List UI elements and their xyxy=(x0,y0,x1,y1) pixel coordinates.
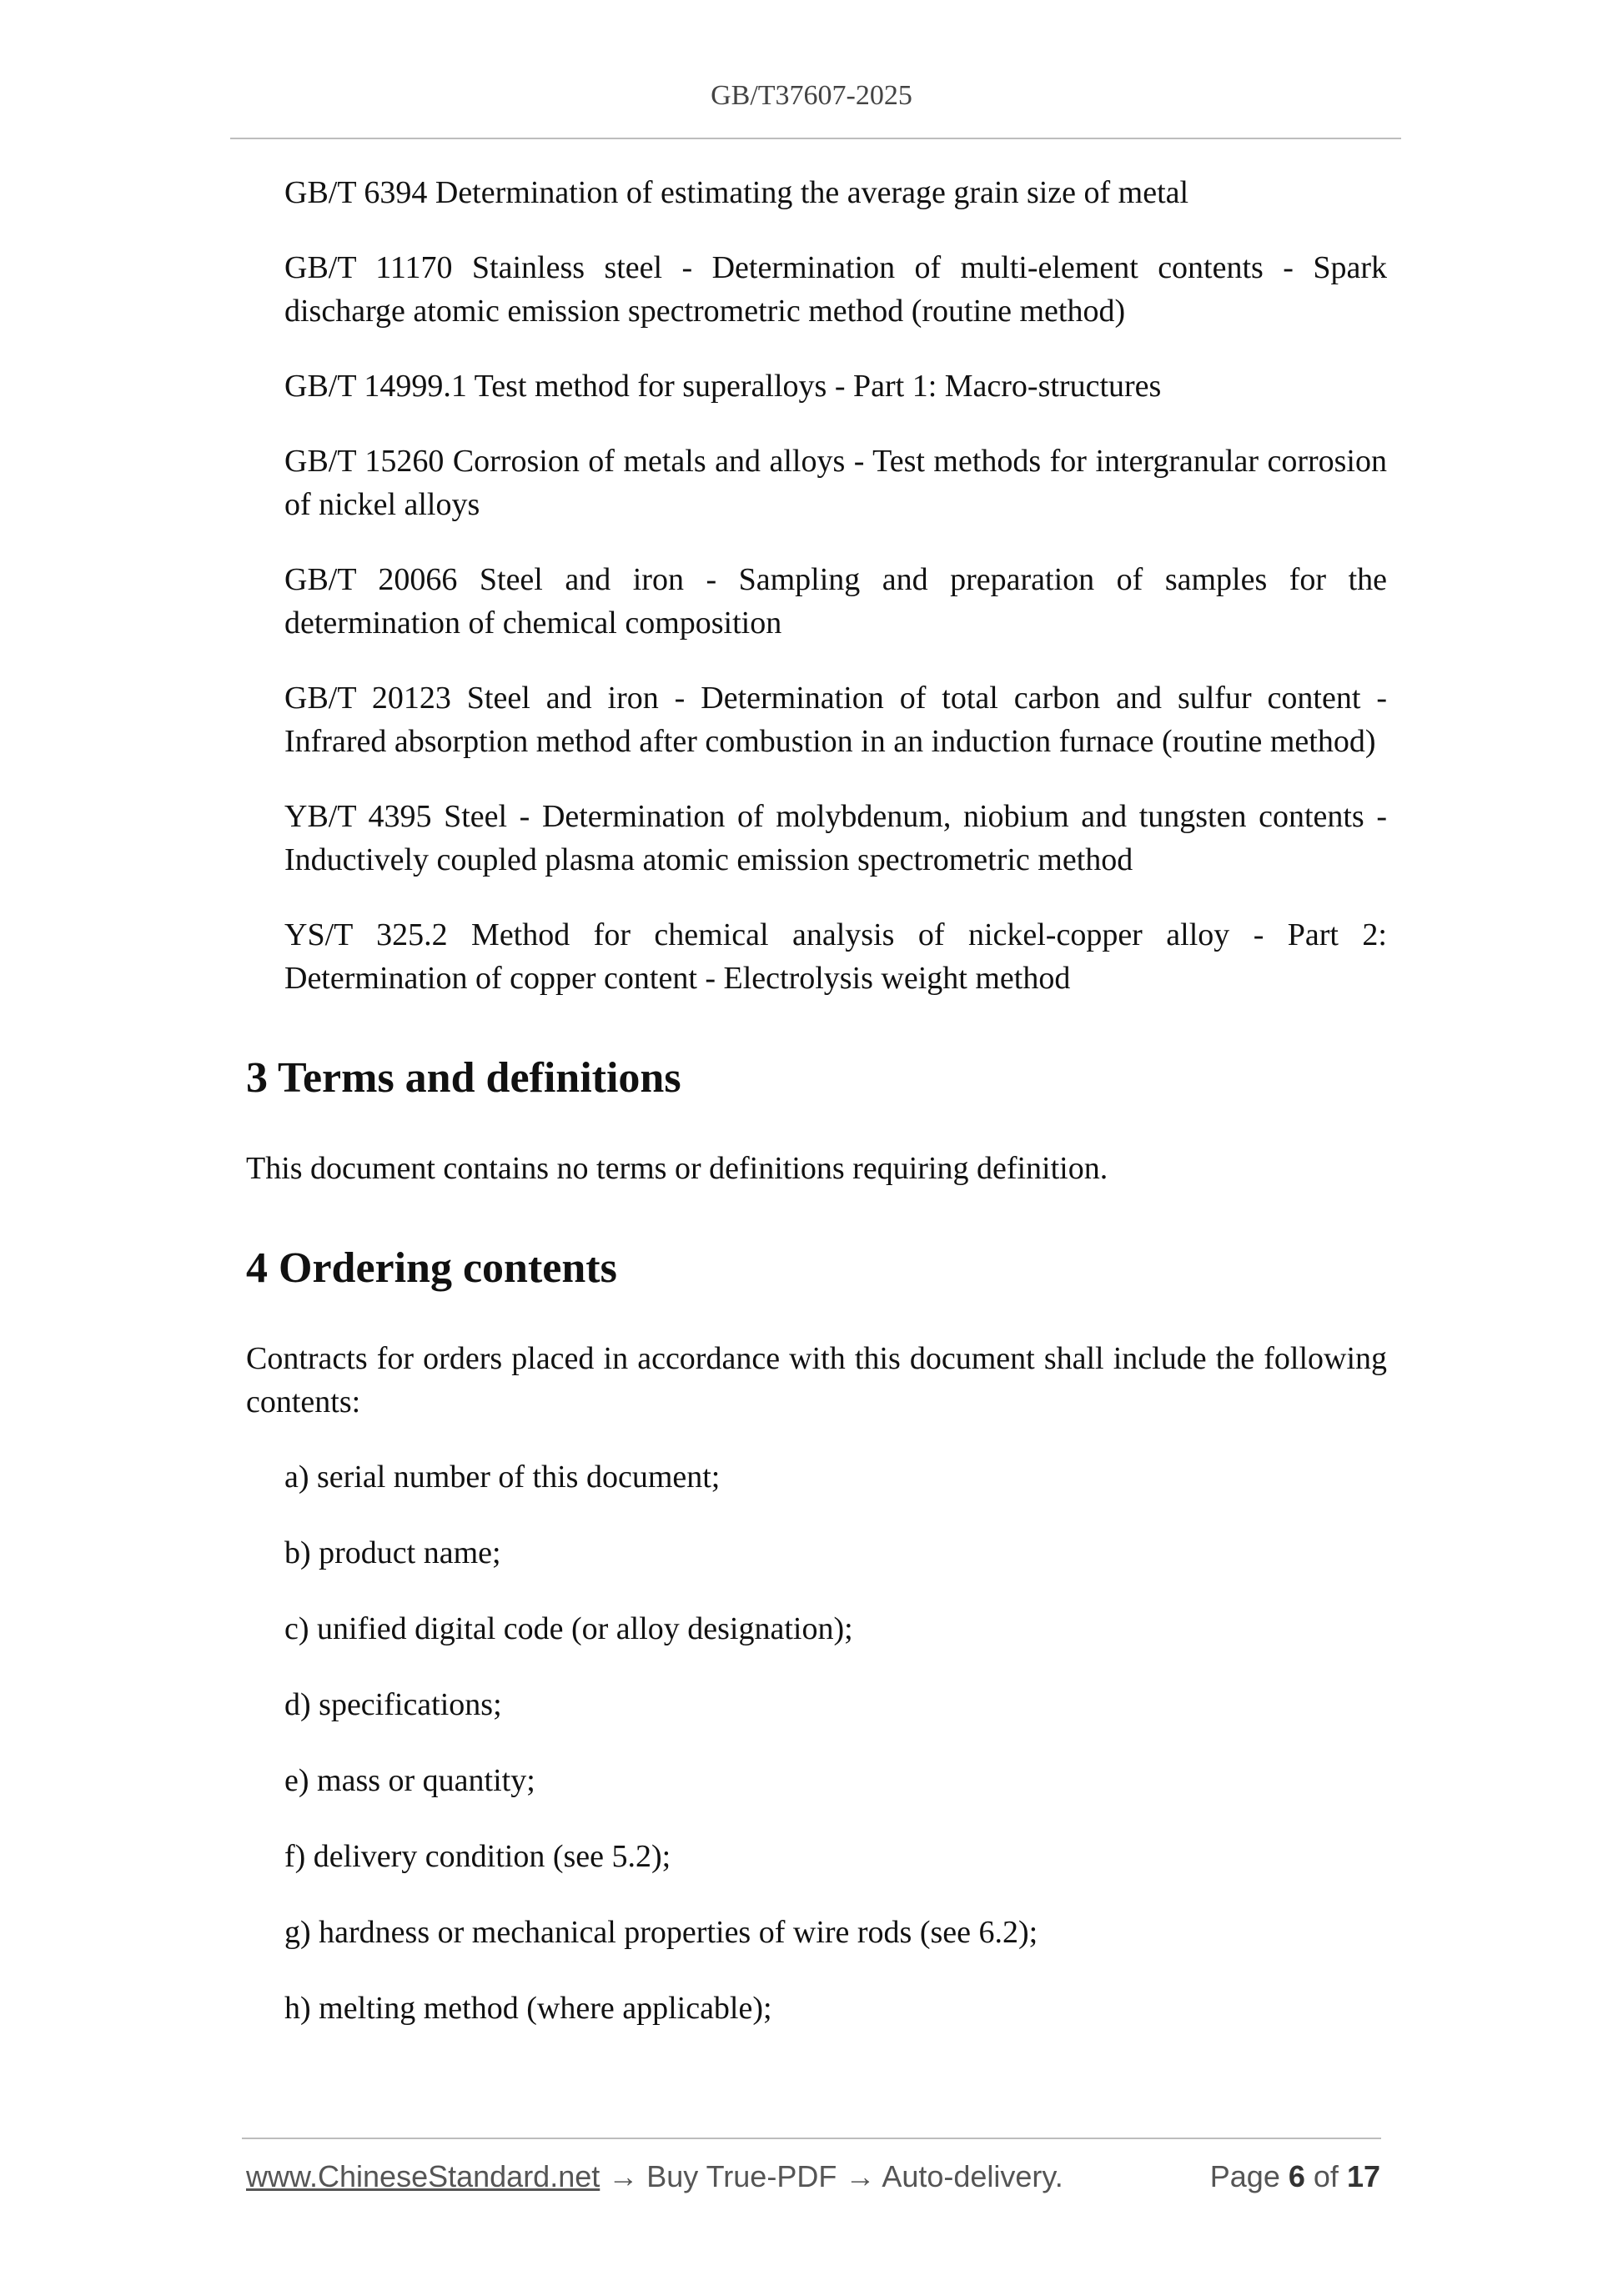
reference-item: GB/T 14999.1 Test method for superalloys - Part 1: Macro-structures xyxy=(284,369,1162,404)
reference-item: GB/T 20123 Steel and iron - Determination of total carbon and sulfur content - Infrared absorption method after combustion in an induction furnace (routine method) xyxy=(284,681,1387,759)
running-header: GB/T37607-2025 xyxy=(711,80,912,111)
page-footer xyxy=(246,2159,1380,2201)
section-4-intro: Contracts for orders placed in accordance with this document shall include the following contents: xyxy=(246,1341,1387,1419)
reference-item: YS/T 325.2 Method for chemical analysis of nickel-copper alloy - Part 2: Determination of copper content - Electrolysis weight method xyxy=(284,917,1387,996)
page-label: Page xyxy=(1209,2159,1280,2193)
section-3-text: This document contains no terms or definitions requiring definition. xyxy=(246,1151,1108,1186)
ordering-contents-list xyxy=(246,1455,1387,2030)
footer-divider xyxy=(242,2138,1381,2139)
website-link[interactable]: www.ChineseStandard.net xyxy=(246,2159,600,2193)
list-item: e) mass or quantity; xyxy=(284,1763,535,1798)
page-indicator xyxy=(1210,2159,1380,2194)
section-3-heading: 3 Terms and definitions xyxy=(246,1054,681,1102)
list-item: c) unified digital code (or alloy designation); xyxy=(284,1611,853,1646)
list-item: h) melting method (where applicable); xyxy=(284,1991,772,2026)
page-number: 6 xyxy=(1288,2159,1305,2193)
normative-references-list xyxy=(246,171,1387,1000)
reference-item: GB/T 6394 Determination of estimating the average grain size of metal xyxy=(284,175,1189,210)
list-item: d) specifications; xyxy=(284,1687,502,1722)
page-body xyxy=(246,171,1387,2062)
page-total: 17 xyxy=(1346,2159,1380,2193)
list-item: a) serial number of this document; xyxy=(284,1459,721,1495)
section-4-heading: 4 Ordering contents xyxy=(246,1244,617,1292)
list-item: g) hardness or mechanical properties of wire rods (see 6.2); xyxy=(284,1915,1038,1950)
header-divider xyxy=(230,138,1401,139)
footer-tagline: → Buy True-PDF → Auto-delivery. xyxy=(600,2159,1063,2193)
reference-item: GB/T 15260 Corrosion of metals and alloys - Test methods for intergranular corrosion of nickel alloys xyxy=(284,444,1387,522)
reference-item: GB/T 20066 Steel and iron - Sampling and preparation of samples for the determination of chemical composition xyxy=(284,562,1387,641)
footer-promo xyxy=(246,2159,1063,2194)
reference-item: YB/T 4395 Steel - Determination of molybdenum, niobium and tungsten contents - Inductively coupled plasma atomic emission spectrometric method xyxy=(284,799,1387,877)
list-item: f) delivery condition (see 5.2); xyxy=(284,1839,671,1874)
reference-item: GB/T 11170 Stainless steel - Determination of multi-element contents - Spark discharge atomic emission spectrometric method (routine method) xyxy=(284,250,1387,329)
of-label: of xyxy=(1313,2159,1339,2193)
list-item: b) product name; xyxy=(284,1535,501,1570)
